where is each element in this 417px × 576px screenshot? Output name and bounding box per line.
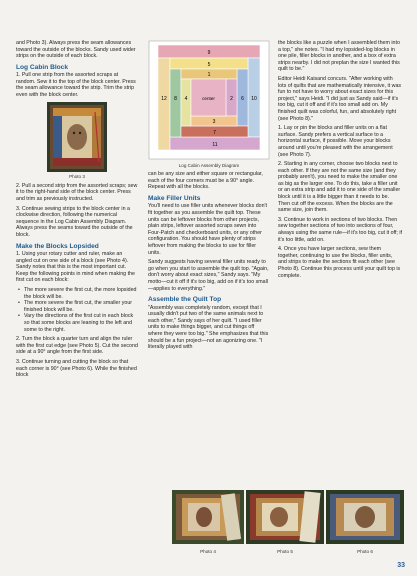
- log-cabin-assembly-diagram: [148, 40, 270, 169]
- diagram-label-12: 12: [161, 96, 167, 102]
- assembly-step-3: 3. Continue to work in sections of two blocks. Then sew together sections of two into sections of four, always using the same rule—if it's too big, cut it off; if it's too little, add on.: [278, 216, 402, 243]
- assembly-step-2: 2. Starting in any corner, choose two blocks next to each other. If they are not the same size (and they probably aren't), you need to make the smaller one as big as the larger one. To do this, take a filler unit or an extra strip and add it to one side of the smaller block until it is a little bigger than it needs to be. Then cut off the excess. When the blocks are the same size, join them.: [278, 161, 401, 214]
- photo-5-caption: Photo 5: [277, 549, 293, 554]
- paragraph-puzzle: the blocks like a puzzle when I assembled them into a top," she notes. "I had my lopsided-log blocks in one pile, filler blocks in another, and a box of extra strips nearby. I did not preplan the size I wanted this quilt to be.": [278, 40, 400, 73]
- photo-4-caption: Photo 4: [200, 549, 216, 554]
- column-2: [148, 40, 270, 354]
- photo-6: [326, 490, 404, 554]
- photo-4-image: [172, 490, 244, 544]
- page-number: 33: [397, 562, 405, 569]
- diagram-label-3: 3: [212, 119, 216, 125]
- lopsided-step-1: 1. Using your rotary cutter and ruler, make an angled cut on one side of a block (see Photo 4). Sandy notes that this is the most important cut. Keep the following points in mind when making the first cut on each block:: [16, 251, 135, 284]
- lopsided-step-3: 3. Continue turning and cutting the block so that each corner is 90° (see Photo 6). While the finished block: [16, 359, 137, 379]
- diagram-label-6: 6: [241, 96, 244, 102]
- diagram-caption: Log Cabin Assembly Diagram: [178, 162, 240, 168]
- photo-3: [47, 102, 107, 181]
- assemble-paragraph-1: "Assembly was completely random, except that I usually didn't put two of the same animals next to each other," Sandy says of her quilt. "I used filler units to make things bigger, and cut things off where they were too big." She emphasizes that this should be a fun project—not an agonizing one. "I literally played with: [148, 304, 269, 351]
- heading-make-filler-units: Make Filler Units: [148, 194, 201, 202]
- diagram-label-9: 9: [207, 50, 211, 56]
- assembly-step-1: 1. Lay or pin the blocks and filler units on a flat surface. Sandy prefers a vertical surface to a horizontal surface, if possible. Move your blocks around until you're pleased with the arrangement (see Photo 7).: [278, 125, 393, 158]
- diagram-label-8: 8: [174, 96, 177, 102]
- step-3: 3. Continue sewing strips to the block center in a clockwise direction, following the numerical sequence in the Log Cabin Assembly Diagram. Always press the seams toward the outside of the block.: [16, 205, 133, 238]
- paragraph-intro: and Photo 3). Always press the seam allowances toward the outside of the blocks. Sandy used wider strips on the outside of each block.: [16, 40, 136, 60]
- heading-log-cabin-block: Log Cabin Block: [16, 63, 69, 71]
- assembly-step-4: 4. Once you have larger sections, sew them together, continuing to use the blocks, filler units, and strips to make the sections fit each other (see Photo 8). Continue this process until your quilt top is complete.: [278, 246, 401, 279]
- photo-5-image: [246, 490, 324, 544]
- diagram-center-label: center: [202, 96, 215, 101]
- diagram-label-5: 5: [207, 62, 211, 68]
- heading-make-blocks-lopsided: Make the Blocks Lopsided: [16, 242, 99, 250]
- diagram-label-2: 2: [230, 96, 233, 102]
- log-cabin-diagram-svg: [148, 40, 270, 160]
- column-1: [16, 40, 138, 382]
- bullet-item: • The more severe the first cut, the smaller your finished block will be.: [24, 300, 138, 313]
- lopsided-step-2: 2. Turn the block a quarter turn and align the ruler with the first cut edge (see Photo 5). Cut the second side at a 90° angle from the first side.: [16, 336, 138, 356]
- filler-paragraph-2: Sandy suggests having several filler units ready to go when you start to assemble the quilt top. "Again, don't worry about exact sizes," Sandy says. "My motto—cut it off if it's too big, add on if it's too small—applies to everything.": [148, 259, 269, 292]
- step-1: 1. Pull one strip from the assorted scraps at random. Sew it to the top of the block center. Press the seam allowance toward the strip. Trim the strip even with the block center.: [16, 72, 136, 99]
- column-3: [278, 40, 402, 282]
- filler-paragraph-1: You'll need to use filler units whenever blocks don't fit together as you assemble the quilt top. These units can be leftover blocks from other projects, plain strips, leftover assorted scraps sewn into Four-Patch and checkerboard units, or any other configuration. You should have plenty of strips leftover from making the blocks to use for filler units.: [148, 203, 268, 256]
- photo-6-image: [326, 490, 404, 544]
- photo-4: [172, 490, 244, 554]
- diagram-label-4: 4: [184, 96, 188, 102]
- bullet-list: [16, 287, 138, 333]
- bullet-item: • Vary the directions of the first cut in each block so that some blocks are leaning to the left and some to the right.: [24, 313, 138, 333]
- diagram-label-7: 7: [213, 130, 216, 136]
- photo-6-caption: Photo 6: [357, 549, 373, 554]
- diagram-label-1: 1: [207, 72, 211, 78]
- bullet-item: • The more severe the first cut, the more lopsided the block will be.: [24, 287, 138, 300]
- photo-3-image: [47, 102, 107, 172]
- diagram-label-10: 10: [251, 96, 257, 102]
- paragraph-continued: can be any size and either square or rectangular, each of the four corners must be a 90° angle. Repeat with all the blocks.: [148, 171, 263, 191]
- diagram-label-11: 11: [212, 142, 218, 148]
- paragraph-editor: Editor Heidi Kaisand concurs. "After working with lots of quilts that are mathematically intensive, it was fun to not have to worry about exact sizes for this project," says Heidi. "I did just as Sandy said—if it's too big, cut it off and if it's too small add on. My finished quilt was colorful, fun, and absolutely right (see Photo 8).": [278, 75, 402, 122]
- photo-3-caption: Photo 3: [69, 174, 85, 180]
- photo-5: [246, 490, 324, 554]
- step-2: 2. Pull a second strip from the assorted scraps; sew it to the right-hand side of the block center. Press and trim as previously instructed.: [16, 182, 138, 203]
- heading-assemble-quilt-top: Assemble the Quilt Top: [148, 296, 222, 304]
